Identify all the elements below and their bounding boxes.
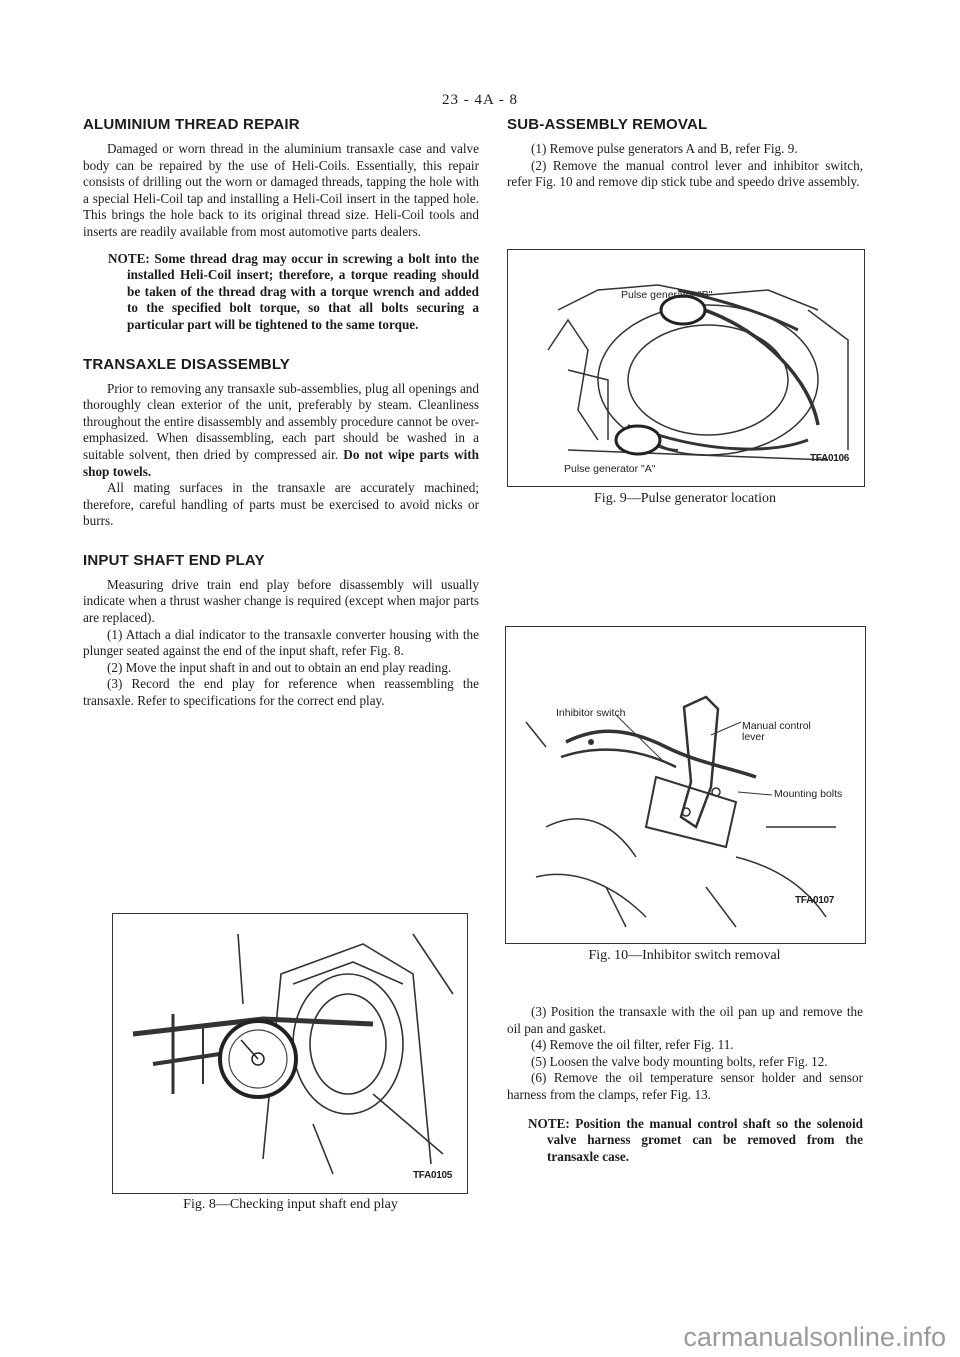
- figure-10: [505, 626, 866, 944]
- thread-repair-note: NOTE: Some thread drag may occur in screwing a bolt into the installed Heli-Coil insert; therefore, a torque reading should be taken of the thread drag with a torque wrench and added to the specified bolt torque, so that all bolts securing a particular part will be tightened to the same torque.: [108, 250, 479, 332]
- disassembly-text: Prior to removing any transaxle sub-assemblies, plug all openings and thoroughly clean exterior of the unit, preferably by steam. Cleanliness throughout the entire disassembly and assembly procedure cannot be over-emphasized. When disassembling, each part should be washed in a suitable solvent, then dried by compressed air.: [83, 380, 479, 462]
- figure-9: [507, 249, 865, 487]
- inhibitor-switch-label: Inhibitor switch: [556, 707, 626, 719]
- section-title-thread-repair: ALUMINIUM THREAD REPAIR: [83, 116, 300, 133]
- figure-9-code: TFA0106: [810, 453, 850, 464]
- manual-control-lever-label: [742, 721, 811, 743]
- figure-10-caption: Fig. 10—Inhibitor switch removal: [588, 948, 781, 963]
- mounting-bolts-label: Mounting bolts: [774, 788, 843, 800]
- disassembly-paragraph: [83, 381, 479, 481]
- sub-assembly-step-2: (2) Remove the manual control lever and inhibitor switch, refer Fig. 10 and remove dip stick tube and speedo drive assembly.: [507, 157, 863, 190]
- disassembly-paragraph-2: All mating surfaces in the transaxle are accurately machined; therefore, careful handling of parts must be exercised to avoid nicks or burrs.: [83, 480, 479, 529]
- sub-assembly-step-3: (3) Position the transaxle with the oil pan up and remove the oil pan and gasket.: [507, 1004, 863, 1036]
- disassembly-warning: Do not wipe parts with shop towels.: [83, 446, 479, 479]
- sub-assembly-step-4: (4) Remove the oil filter, refer Fig. 11.: [531, 1037, 734, 1053]
- sub-assembly-note: NOTE: Position the manual control shaft so the solenoid valve harness gromet can be removed from the transaxle case.: [528, 1115, 863, 1164]
- pulse-generator-illustration: [508, 250, 864, 486]
- left-column: [83, 116, 479, 710]
- watermark: carmanualsonline.info: [683, 1322, 946, 1352]
- pulse-generator-b-label: Pulse generator "B": [621, 289, 713, 301]
- sub-assembly-step-6: (6) Remove the oil temperature sensor holder and sensor harness from the clamps, refer Fig. 13.: [507, 1070, 863, 1102]
- section-title-disassembly: TRANSAXLE DISASSEMBLY: [83, 355, 291, 373]
- thread-repair-paragraph: Damaged or worn thread in the aluminium transaxle case and valve body can be repaired by the use of Heli-Coils. Essentially, this repair consists of drilling out the worn or damaged threads, tapping the hole with a special Heli-Coil tap and installing a Heli-Coil insert in the tapped hole. This brings the hole back to its original thread size. Heli-Coil tools and inserts are readily available from most automotive parts dealers.: [83, 141, 479, 239]
- right-column-lower: [507, 1004, 863, 1165]
- page-number: 23 - 4A - 8: [442, 92, 518, 108]
- end-play-paragraph: Measuring drive train end play before disassembly will usually indicate when a thrust washer change is required (except when major parts are replaced).: [83, 576, 479, 626]
- dial-indicator-illustration: [113, 914, 467, 1193]
- end-play-step-1: (1) Attach a dial indicator to the transaxle converter housing with the plunger seated against the end of the input shaft, refer Fig. 8.: [83, 626, 479, 659]
- section-title-end-play: INPUT SHAFT END PLAY: [83, 551, 265, 569]
- manual-control-lever-line-2: lever: [742, 731, 765, 743]
- pulse-generator-a-label: Pulse generator "A": [564, 463, 656, 475]
- figure-8: [112, 913, 468, 1194]
- figure-8-caption: Fig. 8—Checking input shaft end play: [183, 1197, 398, 1212]
- figure-10-code: TFA0107: [795, 895, 835, 906]
- right-column: [507, 116, 863, 191]
- sub-assembly-step-1: (1) Remove pulse generators A and B, refer Fig. 9.: [531, 141, 798, 156]
- end-play-step-2: (2) Move the input shaft in and out to obtain an end play reading.: [107, 659, 452, 675]
- manual-control-lever-line-1: Manual control: [742, 720, 811, 732]
- figure-8-code: TFA0105: [413, 1170, 453, 1181]
- sub-assembly-step-5: (5) Loosen the valve body mounting bolts, refer Fig. 12.: [531, 1053, 828, 1069]
- section-title-sub-assembly: SUB-ASSEMBLY REMOVAL: [507, 116, 708, 133]
- figure-9-caption: Fig. 9—Pulse generator location: [594, 491, 776, 506]
- end-play-step-3: (3) Record the end play for reference when reassembling the transaxle. Refer to specifications for the correct end play.: [83, 676, 479, 709]
